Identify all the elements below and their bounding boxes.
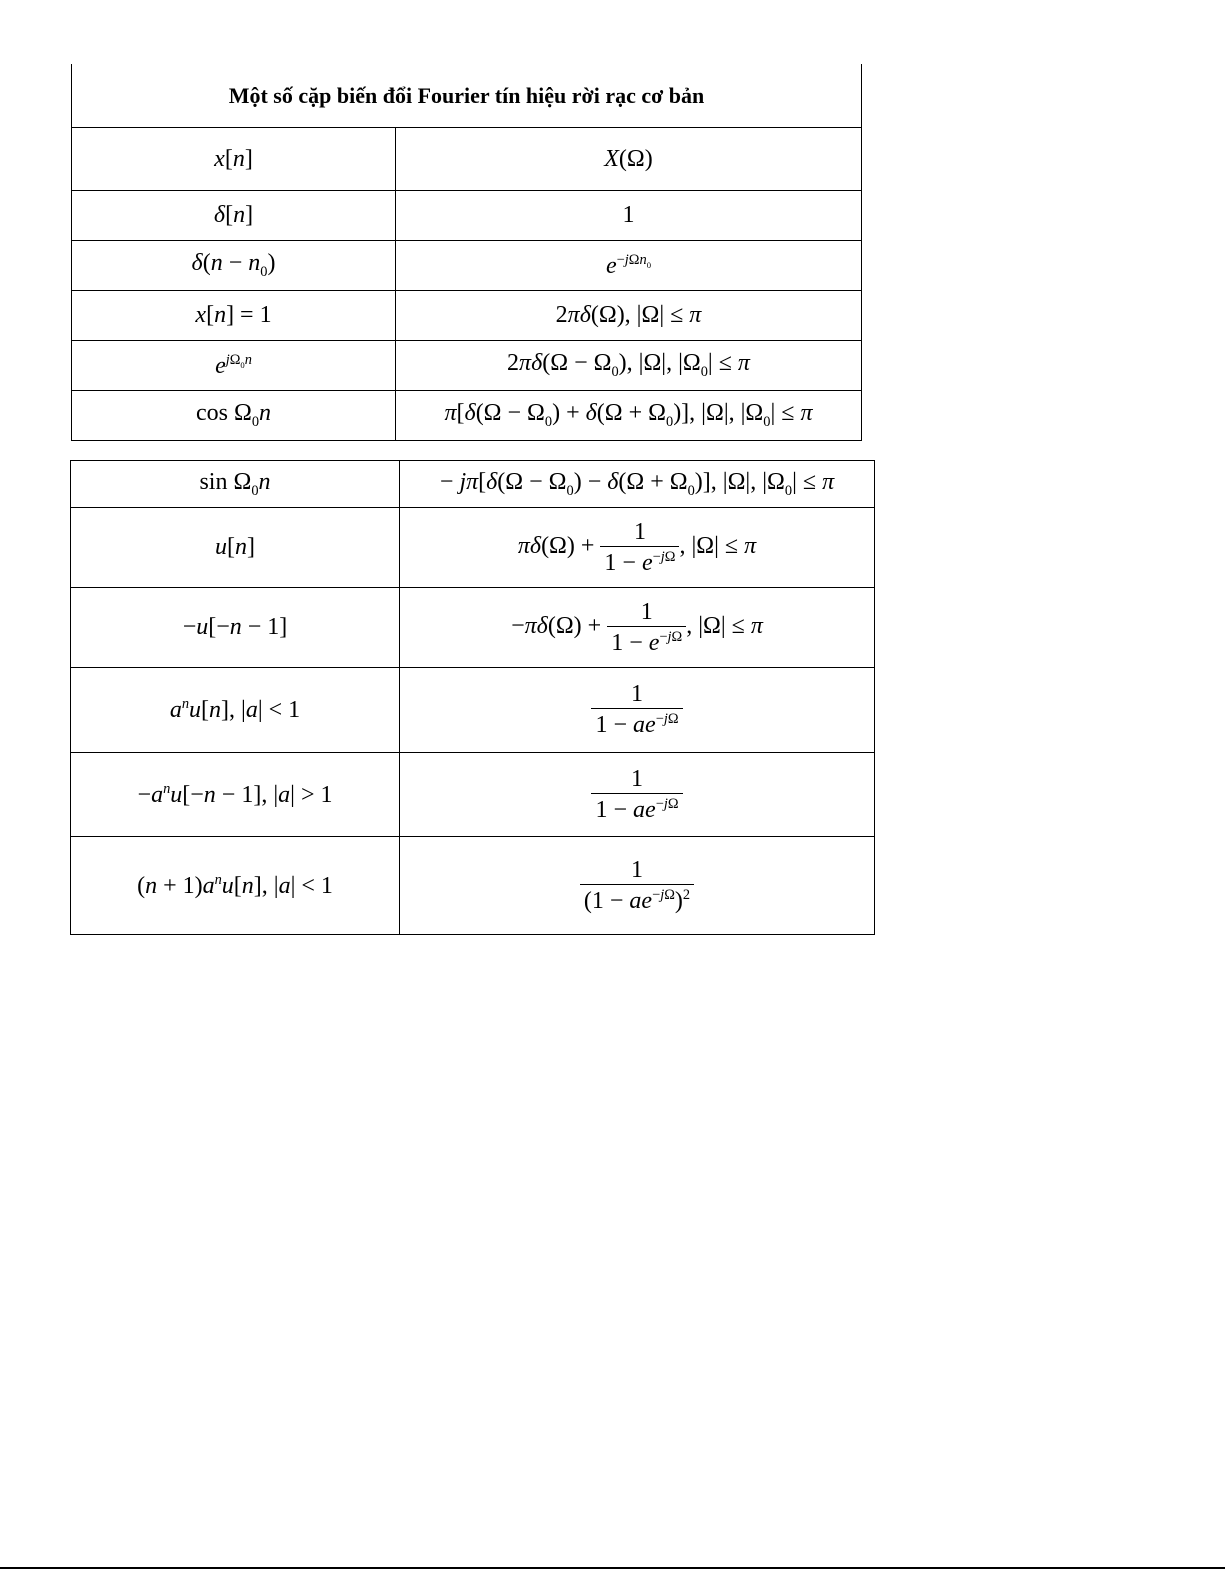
- cell-x: $\cos \Omega_0n$: [72, 391, 396, 441]
- cell-X: $\frac{1}{1 - ae^{-j\Omega}}$: [400, 753, 875, 837]
- cell-x: x[n] = 1: [72, 291, 396, 341]
- table-row: [72, 341, 862, 391]
- table-row: [72, 291, 862, 341]
- cell-X: − $j\pi[\delta(\Omega - \Omega_0) - \delta(\Omega + \Omega_0)]$, |Ω|, $|\Omega_0| \le \pi$: [400, 461, 875, 508]
- table-row: [71, 753, 875, 837]
- cell-X: −πδ(Ω) + $\frac{1}{1 - e^{-j\Omega}}$ , |Ω| ≤ π: [400, 588, 875, 668]
- column-header-X: X(Ω): [396, 128, 862, 191]
- table-row: [71, 588, 875, 668]
- cell-x: $e^{j\Omega_0n}$: [72, 341, 396, 391]
- cell-x: $(n + 1)a^nu[n]$, |a| < 1: [71, 837, 400, 935]
- table-row: [72, 391, 862, 441]
- table-row: [71, 461, 875, 508]
- cell-x: $a^nu[n]$, |a| < 1: [71, 668, 400, 753]
- cell-X: $e^{-j\Omega n_0}$: [396, 241, 862, 291]
- cell-x: $\delta(n - n_0)$: [72, 241, 396, 291]
- cell-x: $-a^nu[-n - 1]$, |a| > 1: [71, 753, 400, 837]
- fourier-table-top: [71, 64, 862, 441]
- table-row: [71, 508, 875, 588]
- cell-x: −u[−n − 1]: [71, 588, 400, 668]
- page-bottom-border: [0, 1567, 1225, 1569]
- table-row: [72, 241, 862, 291]
- cell-x: δ[n]: [72, 191, 396, 241]
- cell-X: $\pi[\delta(\Omega - \Omega_0) + \delta(\Omega + \Omega_0)]$, |Ω|, $|\Omega_0| \le \pi$: [396, 391, 862, 441]
- cell-X: $2\pi\delta(\Omega - \Omega_0)$, |Ω|, $|\Omega_0| \le \pi$: [396, 341, 862, 391]
- fourier-table-bottom: [70, 460, 875, 935]
- table-title: Một số cặp biến đổi Fourier tín hiệu rời rạc cơ bản: [72, 64, 862, 128]
- column-header-x: x[n]: [72, 128, 396, 191]
- cell-X: πδ(Ω) + $\frac{1}{1 - e^{-j\Omega}}$ , |Ω| ≤ π: [400, 508, 875, 588]
- cell-x: u[n]: [71, 508, 400, 588]
- table-row: [71, 837, 875, 935]
- table-header-row: [72, 128, 862, 191]
- cell-X: 2πδ(Ω), |Ω| ≤ π: [396, 291, 862, 341]
- cell-X: $\frac{1}{1 - ae^{-j\Omega}}$: [400, 668, 875, 753]
- cell-X: 1: [396, 191, 862, 241]
- cell-x: $\sin \Omega_0n$: [71, 461, 400, 508]
- table-row: [71, 668, 875, 753]
- table-row: [72, 191, 862, 241]
- cell-X: $\frac{1}{(1 - ae^{-j\Omega})^2}$: [400, 837, 875, 935]
